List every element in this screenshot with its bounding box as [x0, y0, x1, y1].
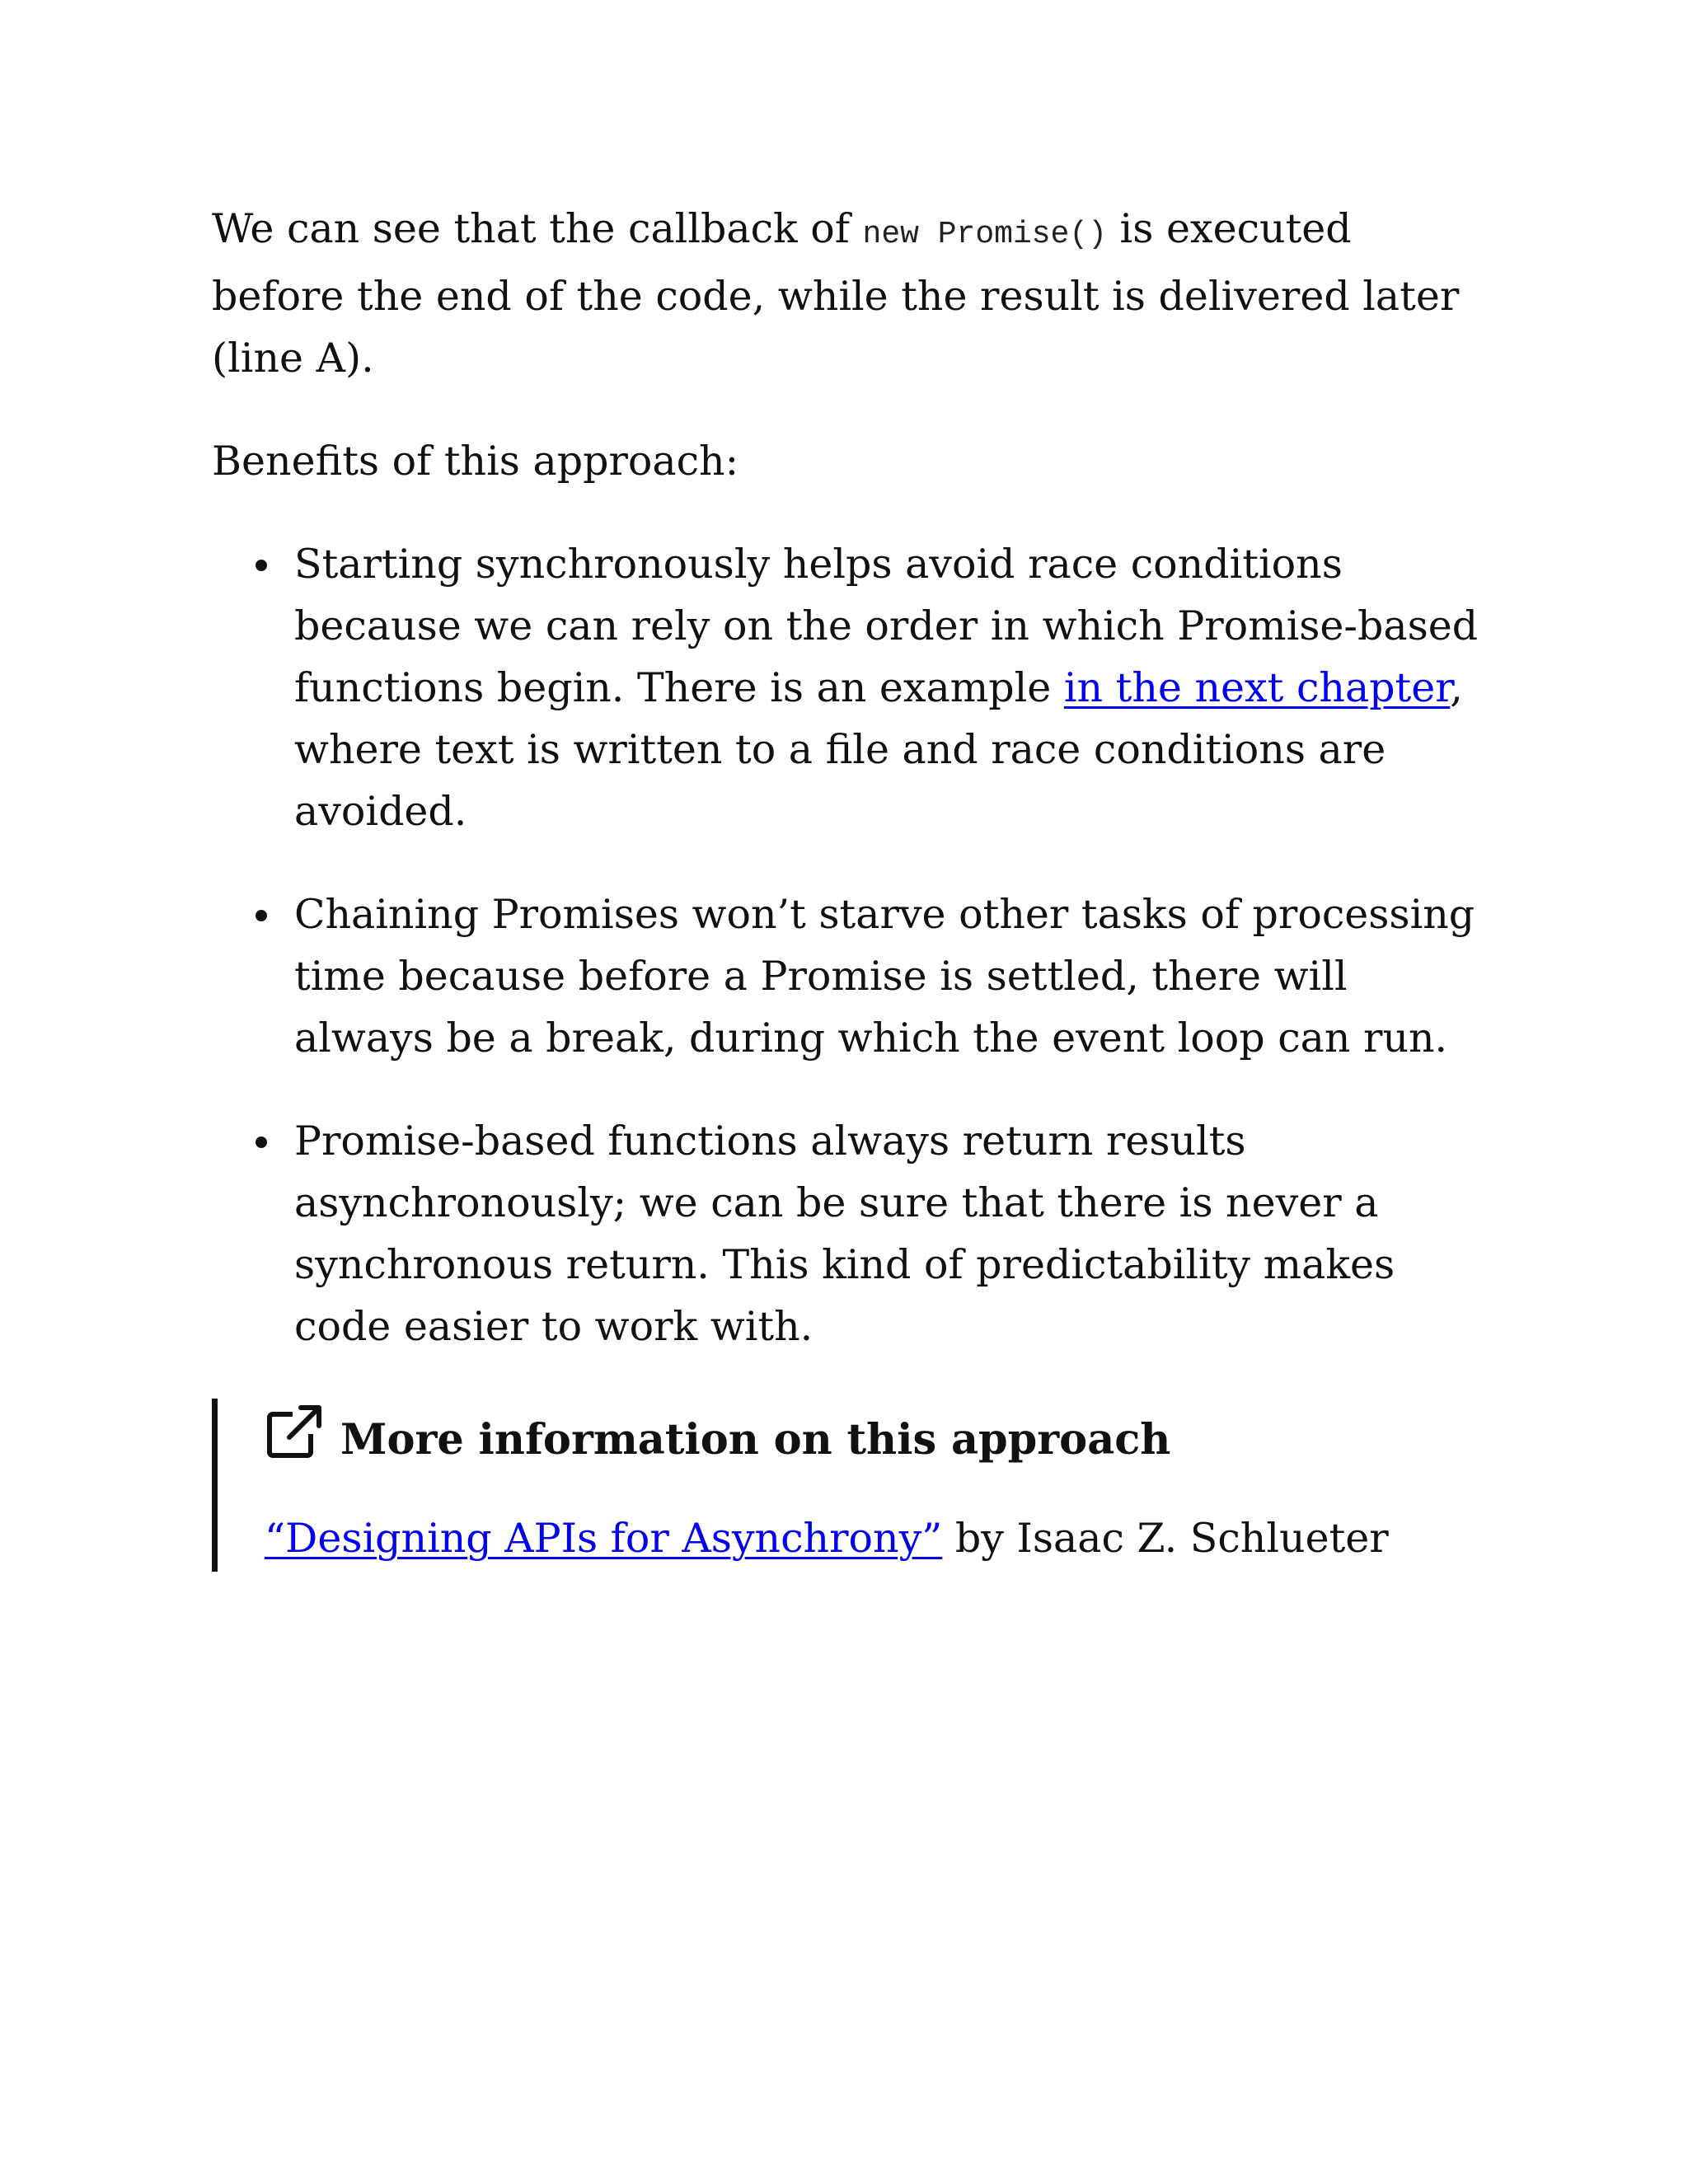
bullet-icon	[256, 910, 267, 921]
inline-code: new Promise()	[862, 217, 1107, 252]
callout-body	[265, 1510, 1481, 1568]
intro-text-after: is executed before the end of the code, while the result is delivered later (line A).	[212, 205, 1460, 382]
designing-apis-link[interactable]: “Designing APIs for Asynchrony”	[265, 1515, 943, 1562]
next-chapter-link[interactable]: in the next chapter	[1063, 664, 1451, 711]
benefit-1-text-before: Starting synchronously helps avoid race conditions because we can rely on the order in which Promise-based functions begin. There is an example	[294, 541, 1479, 711]
callout-author: by Isaac Z. Schlueter	[942, 1515, 1389, 1562]
callout-title: More information on this approach	[340, 1414, 1171, 1465]
intro-text-before: We can see that the callback of	[212, 205, 863, 252]
callout-header	[265, 1407, 1481, 1473]
benefit-2-text: Chaining Promises won’t starve other tasks of processing time because before a Promise is settled, there will always be a break, during which the event loop can run.	[294, 891, 1475, 1062]
bullet-icon	[256, 560, 267, 571]
list-item	[212, 533, 1481, 842]
bullet-icon	[256, 1137, 267, 1148]
external-link-icon	[265, 1403, 324, 1462]
callout-box	[212, 1399, 1481, 1572]
intro-paragraph	[212, 198, 1481, 389]
benefit-1-text-after: , where text is written to a file and race conditions are avoided.	[294, 664, 1463, 835]
benefit-3-text: Promise-based functions always return results asynchronously; we can be sure that there is never a synchronous return. This kind of predictability makes code easier to work with.	[294, 1118, 1395, 1350]
benefits-list	[212, 533, 1481, 1357]
list-item	[212, 883, 1481, 1069]
page-content	[212, 198, 1481, 1572]
list-item	[212, 1110, 1481, 1357]
benefits-heading: Benefits of this approach:	[212, 438, 739, 485]
